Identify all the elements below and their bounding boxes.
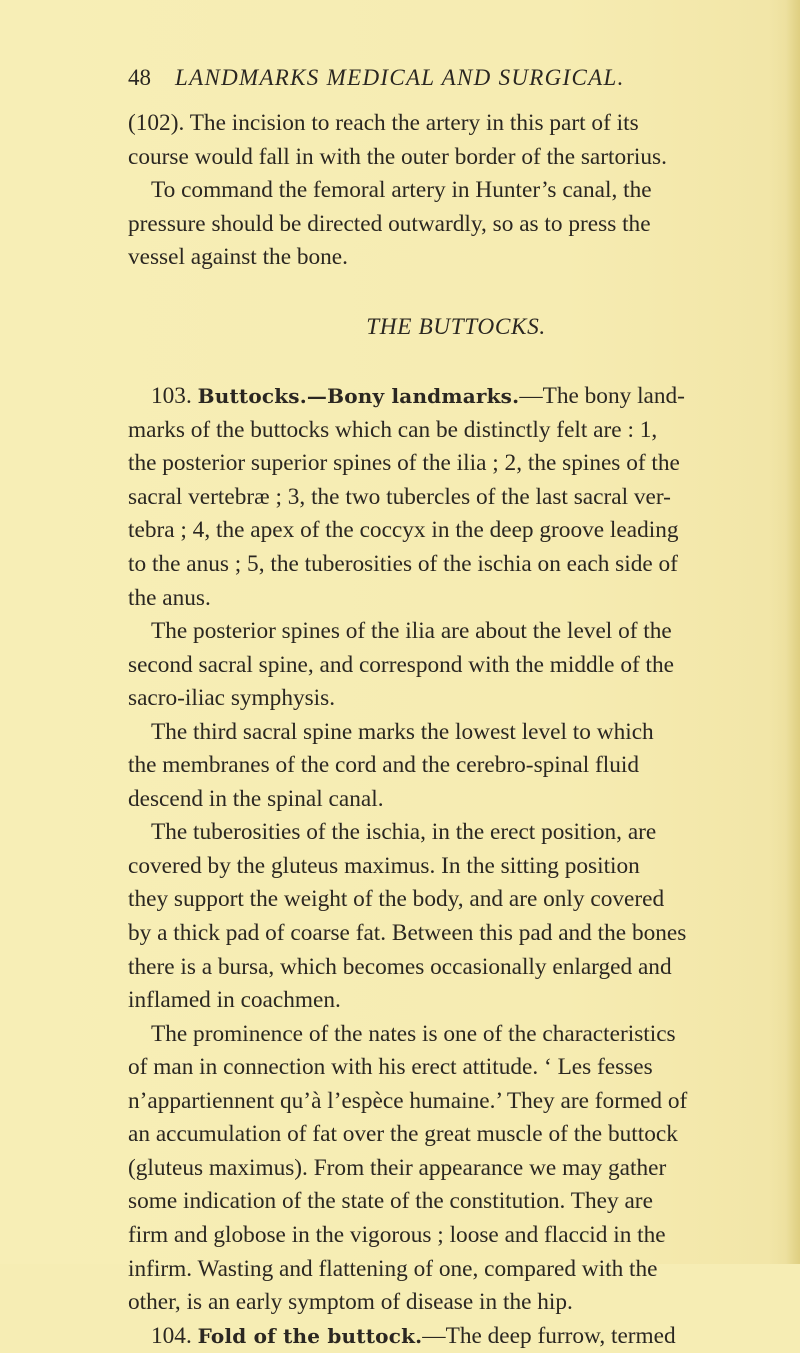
text-line: tebra ; 4, the apex of the coccyx in the deep groove leading (128, 517, 679, 544)
page-edge-shadow (786, 0, 800, 1264)
text-line: firm and globose in the vigorous ; loose and flaccid in the (128, 1221, 666, 1248)
text-line: infirm. Wasting and flattening of one, compared with the (128, 1255, 658, 1282)
paragraph-heading: Fold of the buttock. (197, 1323, 423, 1348)
running-title: LANDMARKS MEDICAL AND SURGICAL. (175, 65, 625, 90)
text-line: The prominence of the nates is one of the characteristics (151, 1020, 676, 1047)
text-line: by a thick pad of coarse fat. Between this pad and the bones (128, 920, 687, 947)
paragraph-103-first-line (128, 380, 774, 414)
text-line: marks of the buttocks which can be distinctly felt are : 1, (128, 416, 658, 443)
text-line: to the anus ; 5, the tuberosities of the ischia on each side of (128, 551, 678, 578)
text-line: course would fall in with the outer border of the sartorius. (128, 143, 667, 170)
text-line: the membranes of the cord and the cerebro-spinal fluid (128, 752, 640, 779)
text-line: (gluteus maximus). From their appearance we may gather (128, 1154, 667, 1181)
text-line: (102). The incision to reach the artery in this part of its (128, 110, 639, 136)
text-line: of man in connection with his erect attitude. ‘ Les fesses (128, 1054, 653, 1081)
text-line: descend in the spinal canal. (128, 785, 384, 812)
text-line: sacro-iliac symphysis. (128, 685, 336, 712)
text-line: they support the weight of the body, and are only covered (128, 886, 665, 913)
paragraph-text: —The bony land- (519, 383, 685, 410)
text-line: To command the femoral artery in Hunter’s canal, the (151, 177, 652, 204)
body-text (128, 107, 774, 1353)
text-line: some indication of the state of the constitution. They are (128, 1188, 653, 1215)
text-line: covered by the gluteus maximus. In the sitting position (128, 852, 640, 879)
paragraph-heading: Buttocks.—Bony landmarks. (197, 384, 520, 409)
text-line: the posterior superior spines of the ilia ; 2, the spines of the (128, 450, 680, 477)
text-line: there is a bursa, which becomes occasionally enlarged and (128, 953, 672, 980)
text-line: an accumulation of fat over the great muscle of the buttock (128, 1121, 678, 1148)
text-line: n’appartiennent qu’à l’espèce humaine.’ They are formed of (128, 1087, 688, 1114)
text-line: The posterior spines of the ilia are about the level of the (151, 618, 672, 645)
text-line: sacral vertebræ ; 3, the two tubercles of the last sacral ver- (128, 483, 671, 510)
text-line: second sacral spine, and correspond with the middle of the (128, 651, 675, 678)
paragraph-number: 104. (151, 1322, 198, 1349)
text-line: The third sacral spine marks the lowest level to which (151, 718, 654, 745)
page-header (128, 62, 648, 94)
text-line: The tuberosities of the ischia, in the erect position, are (151, 819, 657, 846)
section-heading: THE BUTTOCKS. (366, 313, 546, 340)
paragraph-104-first-line (128, 1320, 774, 1353)
text-line: the anus. (128, 584, 211, 611)
text-line: other, is an early symptom of disease in the hip. (128, 1289, 573, 1316)
page-number: 48 (128, 65, 151, 90)
paragraph-text: —The deep furrow, termed (422, 1322, 676, 1349)
text-line: pressure should be directed outwardly, so as to press the (128, 210, 651, 237)
text-line: inflamed in coachmen. (128, 987, 341, 1014)
text-line: vessel against the bone. (128, 244, 348, 271)
paragraph-number: 103. (151, 383, 198, 410)
